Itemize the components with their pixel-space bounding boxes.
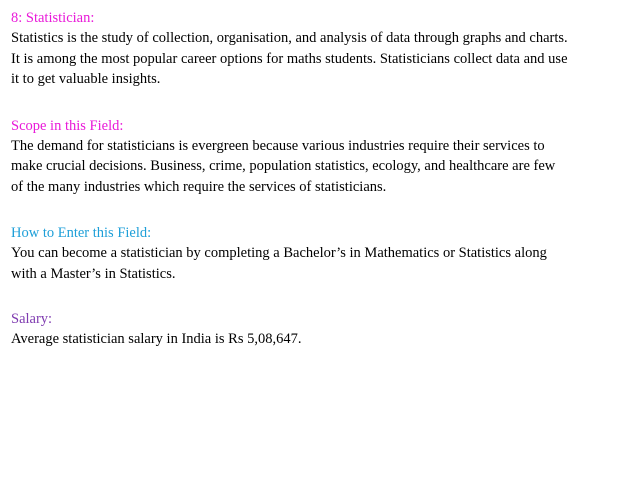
section-heading: 8: Statistician: [11, 10, 95, 26]
section-heading: Salary: [11, 311, 53, 327]
body-line: It is among the most popular career options for maths students. Statisticians collect data and use [11, 50, 568, 67]
section-heading: Scope in this Field: [11, 117, 124, 134]
section-statistician [11, 8, 631, 90]
section-heading: How to Enter this Field: [11, 225, 152, 241]
body-line: You can become a statistician by completing a Bachelor’s in Mathematics or Statistics along [11, 245, 547, 261]
body-line: it to get valuable insights. [11, 71, 161, 87]
section-scope [11, 116, 631, 198]
document-content [11, 8, 631, 350]
body-line: The demand for statisticians is evergreen because various industries require their services to [11, 137, 545, 154]
body-line: of the many industries which require the services of statisticians. [11, 178, 387, 195]
body-line: make crucial decisions. Business, crime, population statistics, ecology, and healthcare are few [11, 158, 556, 174]
section-how-to-enter [11, 223, 631, 284]
body-line: with a Master’s in Statistics. [11, 265, 176, 282]
section-salary [11, 309, 631, 350]
body-line: Average statistician salary in India is Rs 5,08,647. [11, 331, 302, 347]
body-line: Statistics is the study of collection, organisation, and analysis of data through graphs and charts. [11, 30, 568, 46]
